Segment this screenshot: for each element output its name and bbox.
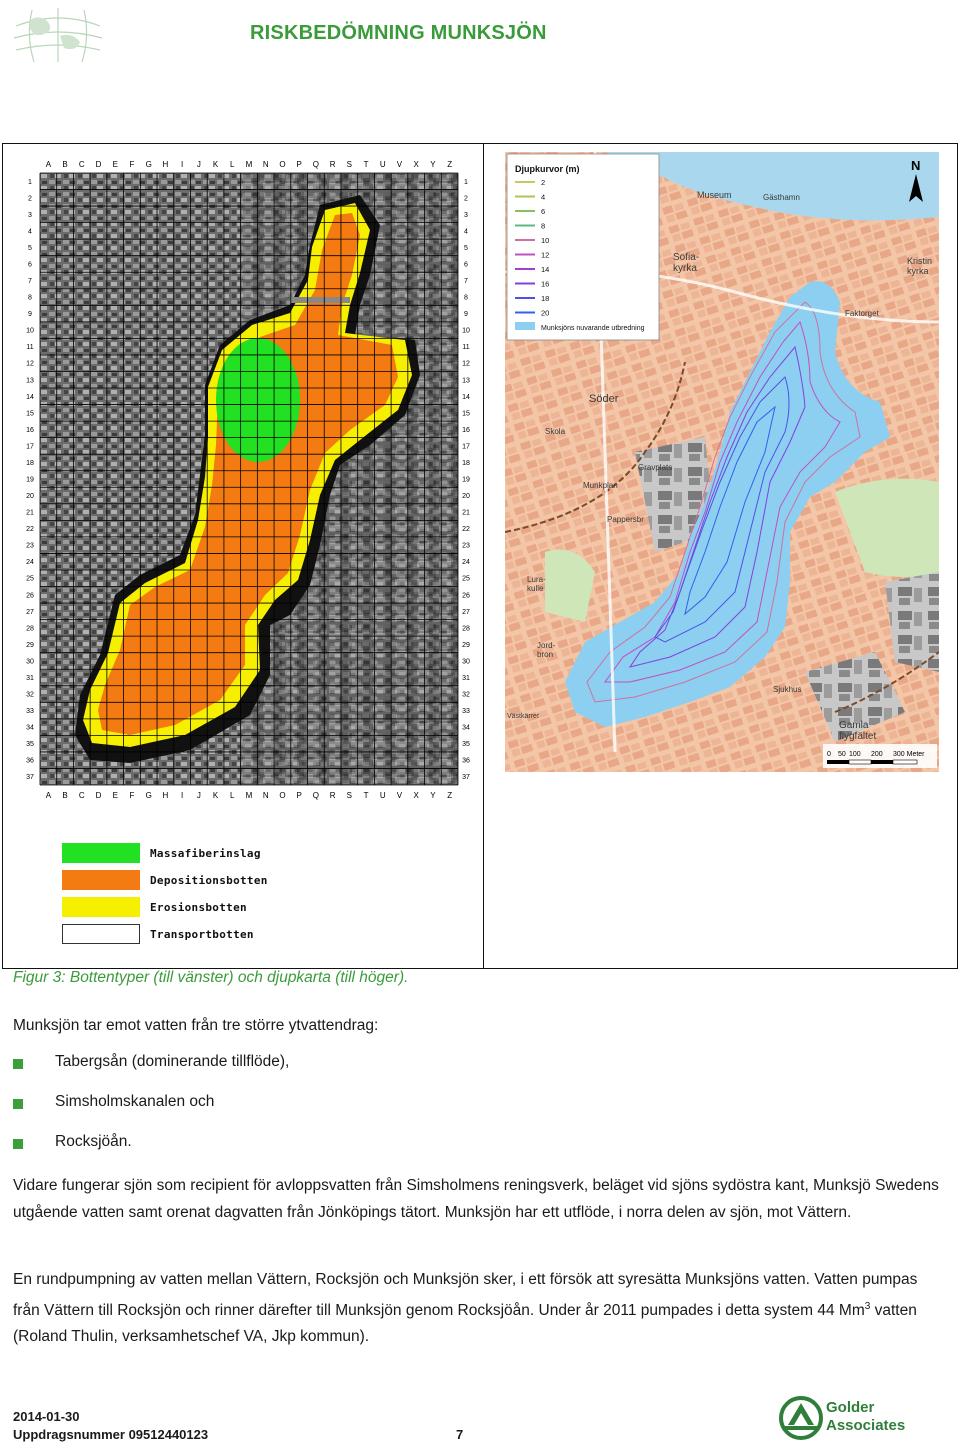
grid-column-label: T xyxy=(363,160,369,169)
grid-row-label: 8 xyxy=(464,294,468,302)
grid-row-label: 21 xyxy=(26,509,34,517)
grid-row-label: 34 xyxy=(462,724,470,732)
grid-row-label: 13 xyxy=(462,377,470,385)
legend-item-transport xyxy=(62,924,362,944)
bottom-type-map xyxy=(20,155,476,805)
grid-row-label: 20 xyxy=(26,493,34,501)
grid-row-label: 7 xyxy=(28,278,32,286)
golder-globe-icon xyxy=(778,1395,824,1441)
grid-row-label: 30 xyxy=(26,658,34,666)
grid-column-label: P xyxy=(296,160,302,169)
grid-row-label: 11 xyxy=(462,344,470,352)
grid-column-label: O xyxy=(279,160,286,169)
grid-row-label: 10 xyxy=(26,327,34,335)
grid-row-label: 4 xyxy=(28,228,32,236)
grid-column-label: G xyxy=(145,791,152,800)
legend-swatch xyxy=(62,897,140,917)
grid-row-label: 2 xyxy=(464,195,468,203)
bullet-text: Tabergsån (dominerande tillflöde), xyxy=(55,1053,290,1070)
figure-caption: Figur 3: Bottentyper (till vänster) och djupkarta (till höger). xyxy=(13,969,409,986)
grid-column-label: K xyxy=(212,160,219,169)
header-globe-logo xyxy=(12,6,104,64)
grid-column-label: F xyxy=(129,160,135,169)
depth-legend-label: 14 xyxy=(541,265,550,274)
grid-column-label: T xyxy=(363,791,369,800)
grid-row-label: 14 xyxy=(26,393,34,401)
grid-row-label: 28 xyxy=(26,625,34,633)
grid-column-label: E xyxy=(112,791,118,800)
grid-column-label: V xyxy=(396,160,403,169)
map-label-gastamme: Gästhamn xyxy=(763,193,800,202)
map-label-sofia-kyrka: Sofia-kyrka xyxy=(673,252,700,274)
grid-column-label: A xyxy=(45,160,52,169)
bottom-type-legend xyxy=(62,838,362,948)
paragraph-recipient: Vidare fungerar sjön som recipient för avloppsvatten från Simsholmens reningsverk, beläget vid sjöns sydöstra kant, Munksjö Swedens utgående vatten samt orenat dagvatten från Jönköpings tätort. Munksjön har ett utflöde, i norra delen av sjön, mot Vättern. xyxy=(13,1177,939,1221)
grid-row-label: 29 xyxy=(462,641,470,649)
map-label-gravplats: Gravplats xyxy=(638,463,673,472)
grid-column-label: L xyxy=(230,160,235,169)
grid-column-label: J xyxy=(196,791,201,800)
legend-swatch xyxy=(62,924,140,944)
depth-legend-label: 8 xyxy=(541,221,546,231)
grid-row-label: 33 xyxy=(462,708,470,716)
grid-column-label: R xyxy=(329,160,336,169)
grid-row-label: 37 xyxy=(26,774,34,782)
scale-tick-label: 0 xyxy=(827,751,831,758)
grid-row-label: 24 xyxy=(462,559,470,567)
grid-row-label: 18 xyxy=(462,459,470,467)
golder-logo xyxy=(778,1393,918,1443)
grid-row-label: 13 xyxy=(26,377,34,385)
grid-row-label: 1 xyxy=(28,178,32,186)
map-label-faktorget: Faktorget xyxy=(845,309,879,318)
grid-row-label: 11 xyxy=(26,344,34,352)
scale-tick-label: 100 xyxy=(849,751,861,758)
bullet-icon xyxy=(13,1059,23,1069)
map-label-sjukhus: Sjukhus xyxy=(773,685,802,694)
grid-row-label: 19 xyxy=(462,476,470,484)
grid-row-label: 4 xyxy=(464,228,468,236)
grid-row-label: 17 xyxy=(462,443,470,451)
grid-column-label: R xyxy=(329,791,336,800)
grid-row-label: 3 xyxy=(28,211,32,219)
depth-legend-label: 20 xyxy=(541,308,550,318)
grid-row-label: 24 xyxy=(26,559,34,567)
grid-column-label: O xyxy=(279,791,286,800)
north-label: N xyxy=(911,158,921,173)
depth-legend xyxy=(507,154,659,340)
grid-row-label: 14 xyxy=(462,393,470,401)
map-label-soder: Söder xyxy=(589,393,619,405)
grid-column-label: I xyxy=(181,160,184,169)
grid-column-label: C xyxy=(78,160,85,169)
grid-column-label: N xyxy=(262,791,269,800)
paragraph-pumping-text-end: vatten (Roland Thulin, verksamhetschef VA, Jkp kommun). xyxy=(13,1301,917,1346)
grid-column-label: G xyxy=(145,160,152,169)
paragraph-pumping-text: En rundpumpning av vatten mellan Vättern, Rocksjön och Munksjön sker, i ett försök att syresätta Munksjöns vatten. Vatten pumpas från Vättern till Rocksjön och rinner därefter till Munksjön genom Rocksjöån. Under år 2011 pumpades i detta system 44 Mm xyxy=(13,1271,918,1319)
map-label-jordbron: Jord-bron xyxy=(537,641,556,659)
grid-row-label: 15 xyxy=(26,410,34,418)
legend-item-deposition xyxy=(62,870,362,890)
map-label-skola: Skola xyxy=(545,427,566,436)
grid-row-label: 23 xyxy=(462,542,470,550)
page-title: RISKBEDÖMNING MUNKSJÖN xyxy=(250,22,547,44)
grid-row-label: 12 xyxy=(26,360,34,368)
grid-row-label: 20 xyxy=(462,493,470,501)
grid-row-label: 15 xyxy=(462,410,470,418)
grid-row-label: 22 xyxy=(462,526,470,534)
grid-column-label: K xyxy=(212,791,219,800)
grid-column-label: X xyxy=(413,160,419,169)
lake-extent-label: Munksjöns nuvarande utbredning xyxy=(541,325,645,332)
grid-row-label: 30 xyxy=(462,658,470,666)
bullet-text: Rocksjöån. xyxy=(55,1133,132,1150)
grid-row-label: 6 xyxy=(464,261,468,269)
bullet-icon xyxy=(13,1139,23,1149)
grid-row-label: 16 xyxy=(462,426,470,434)
grid-column-label: H xyxy=(162,160,169,169)
legend-swatch xyxy=(62,843,140,863)
grid-column-label: P xyxy=(296,791,302,800)
grid-row-label: 19 xyxy=(26,476,34,484)
grid-row-label: 35 xyxy=(462,741,470,749)
depth-legend-label: 10 xyxy=(541,236,550,245)
scale-tick-label: 200 xyxy=(871,751,883,758)
grid-row-label: 5 xyxy=(28,244,32,252)
depth-legend-label: 18 xyxy=(541,294,550,303)
map-label-museum: Museum xyxy=(697,190,732,200)
intro-paragraph: Munksjön tar emot vatten från tre större ytvattendrag: xyxy=(13,1017,379,1034)
grid-row-label: 28 xyxy=(462,625,470,633)
map-label-skatkarret: Västkärret xyxy=(507,713,539,720)
grid-row-label: 9 xyxy=(28,311,32,319)
grid-row-label: 27 xyxy=(26,608,34,616)
depth-legend-label: 6 xyxy=(541,207,546,216)
scale-bar xyxy=(823,744,937,768)
grid-column-label: E xyxy=(112,160,118,169)
grid-column-label: Z xyxy=(447,791,453,800)
grid-row-label: 17 xyxy=(26,443,34,451)
grid-column-label: Q xyxy=(312,160,319,169)
grid-row-label: 25 xyxy=(462,575,470,583)
grid-row-label: 32 xyxy=(462,691,470,699)
grid-column-label: A xyxy=(45,791,52,800)
grid-column-label: V xyxy=(396,791,403,800)
grid-row-label: 26 xyxy=(26,592,34,600)
depth-legend-label: 2 xyxy=(541,178,546,187)
grid-row-label: 23 xyxy=(26,542,34,550)
map-label-kristine-kyrka: Kristin kyrka xyxy=(907,256,933,276)
grid-row-label: 21 xyxy=(462,509,470,517)
legend-label: Massafiberinslag xyxy=(150,847,261,860)
grid-column-label: B xyxy=(62,791,68,800)
grid-row-label: 33 xyxy=(26,708,34,716)
grid-column-label: Z xyxy=(447,160,453,169)
grid-column-label: S xyxy=(346,160,352,169)
lake-extent-swatch xyxy=(515,322,535,330)
grid-column-label: X xyxy=(413,791,419,800)
grid-column-label: L xyxy=(230,791,235,800)
bullet-text: Simsholmskanalen och xyxy=(55,1093,215,1110)
grid-column-label: I xyxy=(181,791,184,800)
grid-column-label: H xyxy=(162,791,169,800)
grid-column-label: B xyxy=(62,160,68,169)
golder-logo-line1: Golder xyxy=(826,1399,875,1416)
grid-row-label: 29 xyxy=(26,641,34,649)
grid-column-label: U xyxy=(379,791,386,800)
grid-column-label: D xyxy=(95,791,102,800)
grid-column-label: Q xyxy=(312,791,319,800)
legend-label: Transportbotten xyxy=(150,928,254,941)
legend-label: Erosionsbotten xyxy=(150,901,247,914)
grid-row-label: 7 xyxy=(464,278,468,286)
grid-row-label: 31 xyxy=(462,674,470,682)
grid-row-label: 31 xyxy=(26,674,34,682)
footer-order-number: Uppdragsnummer 09512440123 xyxy=(13,1427,209,1442)
grid-row-label: 5 xyxy=(464,244,468,252)
map-label-luras-kulle: Lura-kulle xyxy=(527,575,546,593)
grid-row-label: 2 xyxy=(28,195,32,203)
scale-tick-label: 300 Meter xyxy=(893,751,925,758)
page-number: 7 xyxy=(456,1427,464,1442)
superscript-3: 3 xyxy=(864,1300,871,1312)
depth-legend-label: 12 xyxy=(541,250,550,260)
grid-column-label: D xyxy=(95,160,102,169)
grid-row-label: 1 xyxy=(464,178,468,186)
grid-row-label: 34 xyxy=(26,724,34,732)
grid-row-label: 8 xyxy=(28,294,32,302)
grid-column-label: J xyxy=(196,160,201,169)
grid-row-label: 3 xyxy=(464,211,468,219)
grid-column-label: M xyxy=(245,160,253,169)
legend-label: Depositionsbotten xyxy=(150,874,268,887)
grid-row-label: 6 xyxy=(28,261,32,269)
depth-legend-title: Djupkurvor (m) xyxy=(515,164,580,174)
legend-item-erosion xyxy=(62,897,362,917)
grid-row-label: 16 xyxy=(26,426,34,434)
grid-column-label: C xyxy=(78,791,85,800)
grid-row-label: 26 xyxy=(462,592,470,600)
grid-row-label: 32 xyxy=(26,691,34,699)
legend-item-massafiber xyxy=(62,843,362,863)
legend-swatch xyxy=(62,870,140,890)
grid-row-label: 10 xyxy=(462,327,470,335)
grid-row-label: 25 xyxy=(26,575,34,583)
grid-column-label: M xyxy=(245,791,253,800)
grid-row-label: 12 xyxy=(462,360,470,368)
grid-column-label: U xyxy=(379,160,386,169)
depth-map xyxy=(505,152,939,772)
grid-column-label: S xyxy=(346,791,352,800)
figure-divider xyxy=(483,143,484,969)
grid-column-label: F xyxy=(129,791,135,800)
map-label-munkplan: Munkplan xyxy=(583,481,618,490)
grid-row-label: 36 xyxy=(462,757,470,765)
grid-row-label: 18 xyxy=(26,459,34,467)
bullet-icon xyxy=(13,1099,23,1109)
grid-row-label: 36 xyxy=(26,757,34,765)
depth-legend-label: 4 xyxy=(541,192,546,202)
grid-row-label: 27 xyxy=(462,608,470,616)
grid-row-label: 35 xyxy=(26,741,34,749)
map-label-pappersbr: Pappersbr xyxy=(607,515,644,524)
grid-column-label: N xyxy=(262,160,269,169)
grid-column-label: Y xyxy=(430,160,436,169)
map-label-gamla-flygfaltet: Gamla flygfältet xyxy=(839,720,877,742)
grid-row-label: 22 xyxy=(26,526,34,534)
grid-row-label: 9 xyxy=(464,311,468,319)
grid-column-label: Y xyxy=(430,791,436,800)
scale-tick-label: 50 xyxy=(838,751,846,758)
golder-logo-line2: Associates xyxy=(826,1417,906,1434)
depth-legend-label: 16 xyxy=(541,279,550,289)
footer-date: 2014-01-30 xyxy=(13,1409,80,1424)
paragraph-pumping xyxy=(13,1267,943,1351)
grid-row-label: 37 xyxy=(462,774,470,782)
